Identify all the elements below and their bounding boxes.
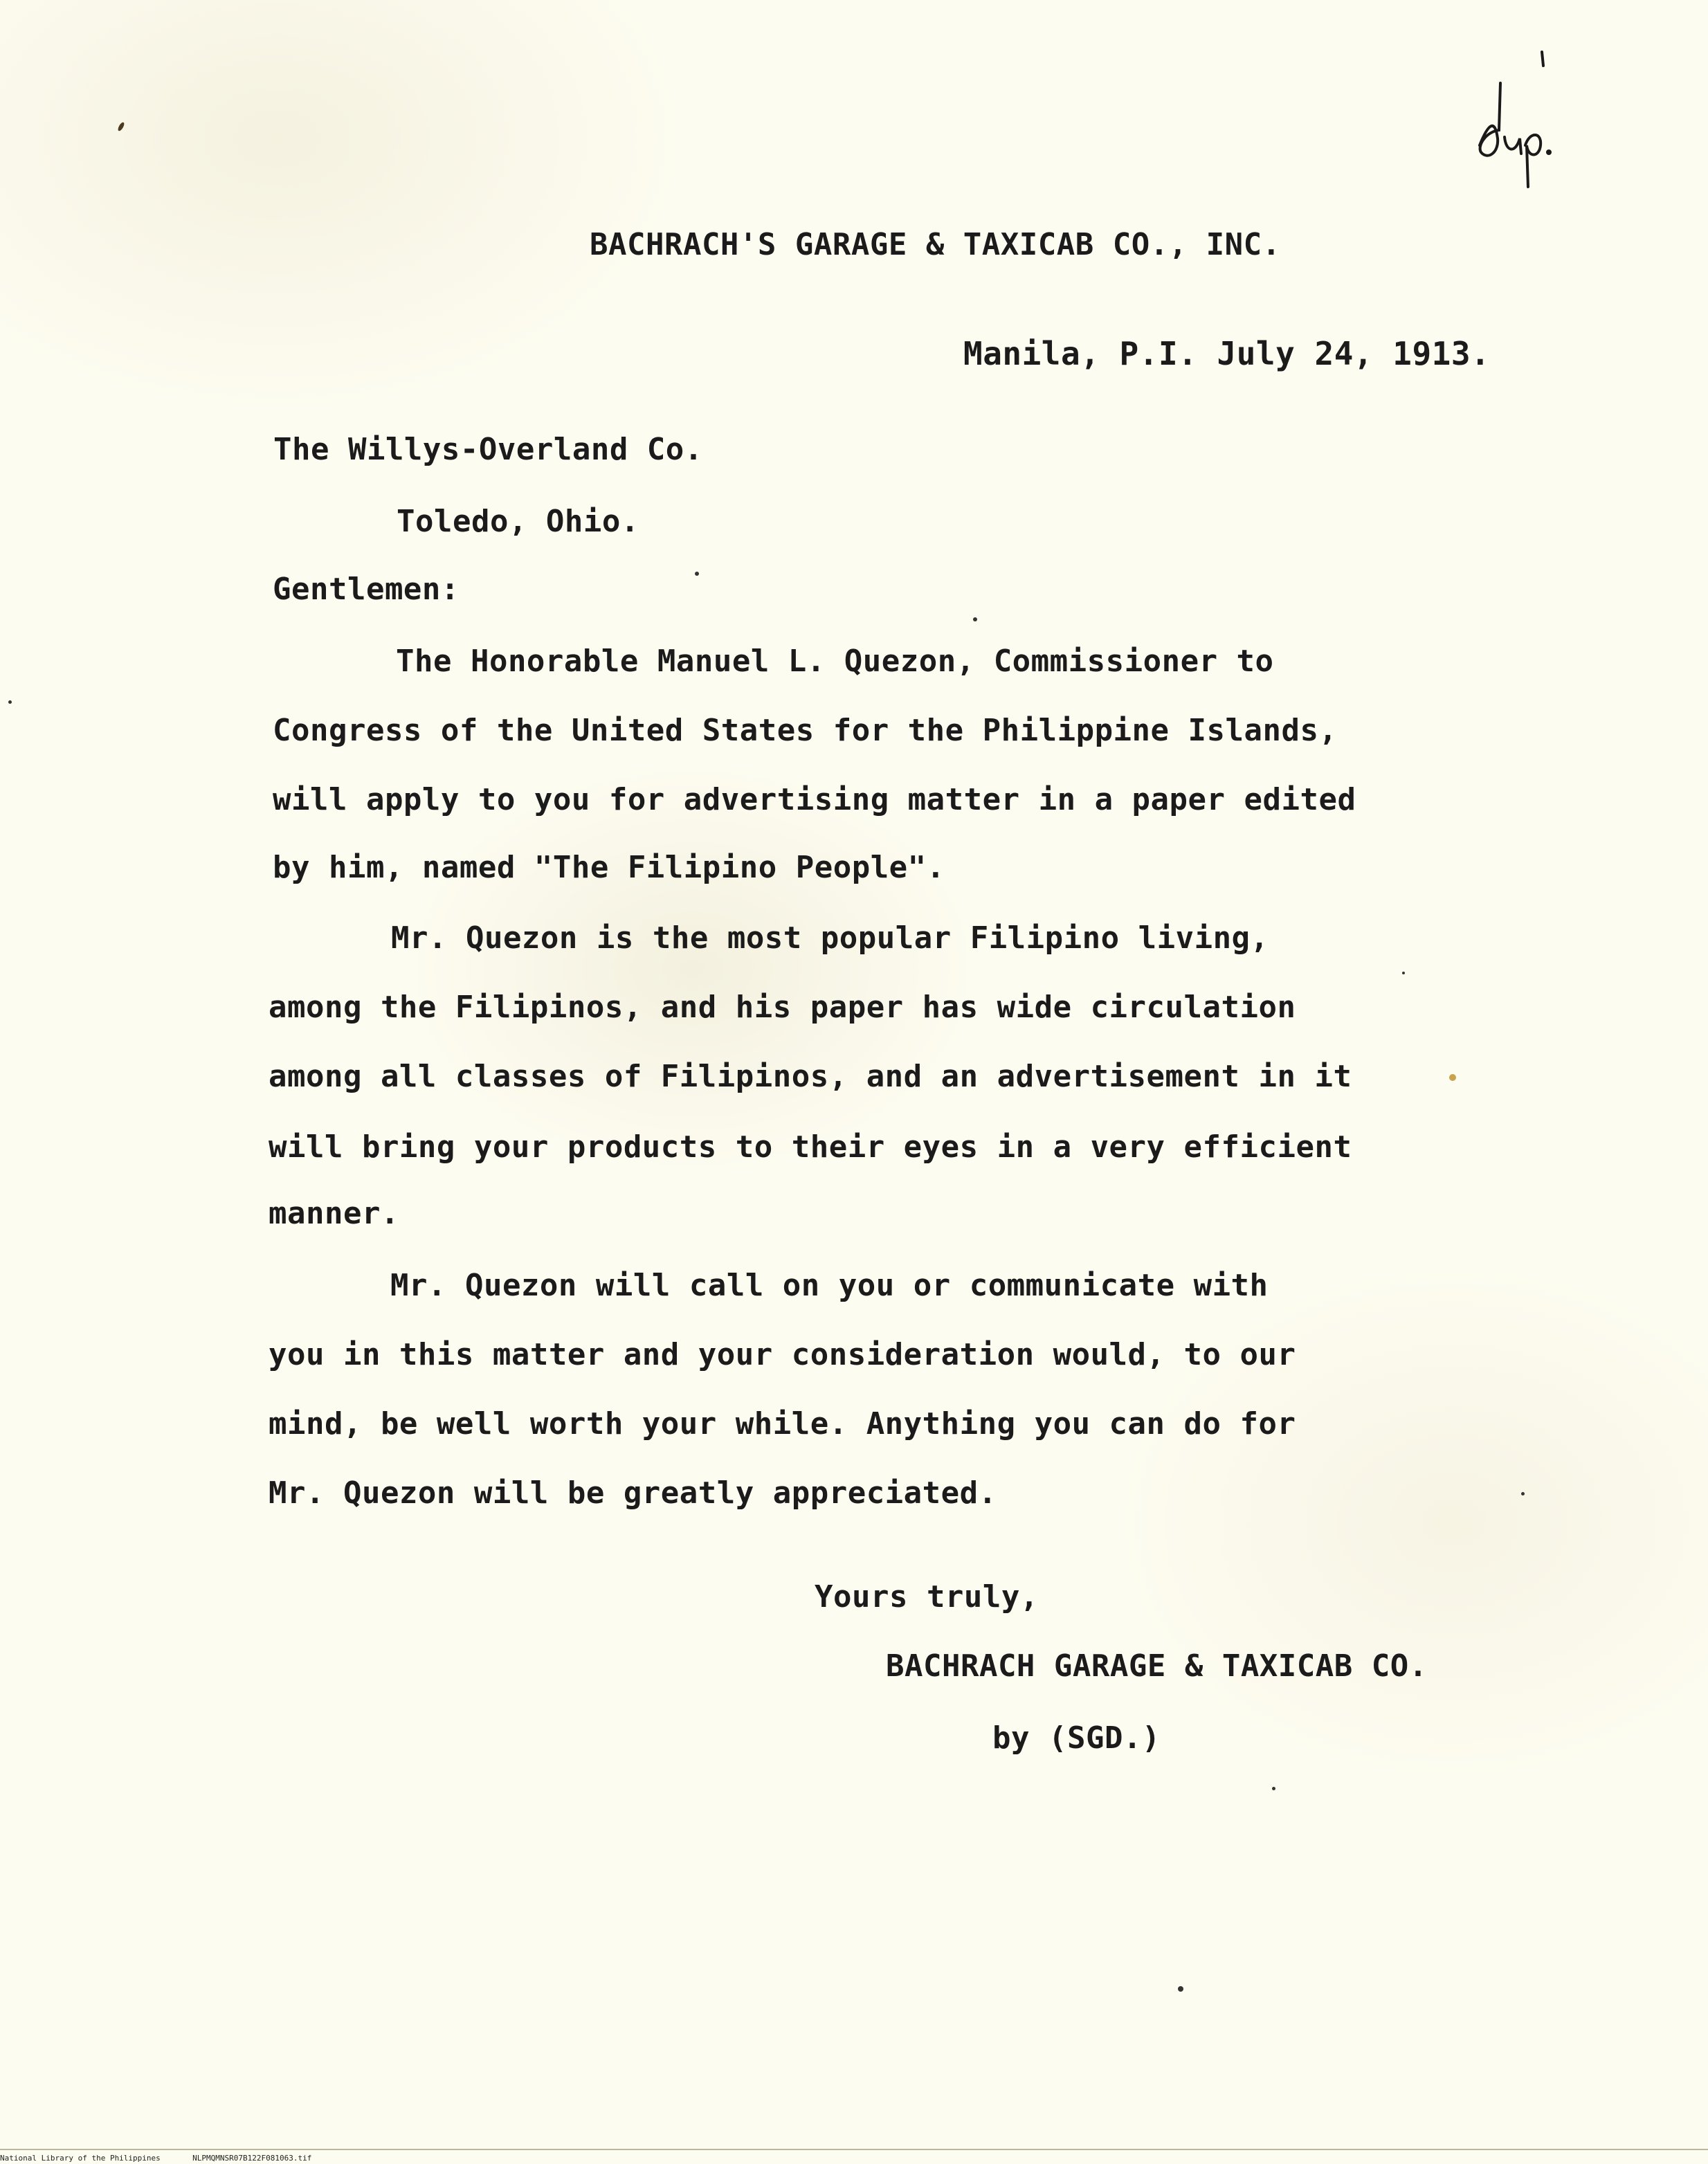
body-line: The Honorable Manuel L. Quezon, Commissioner to bbox=[396, 644, 1274, 679]
signature-company: BACHRACH GARAGE & TAXICAB CO. bbox=[886, 1648, 1428, 1684]
body-line: mind, be well worth your while. Anything you can do for bbox=[269, 1406, 1296, 1442]
paper-speck bbox=[695, 572, 699, 576]
recipient-name: The Willys-Overland Co. bbox=[273, 432, 703, 467]
paper-speck bbox=[1449, 1074, 1456, 1081]
paper-speck bbox=[1272, 1787, 1275, 1790]
scan-edge bbox=[0, 2149, 1708, 2150]
paper-speck bbox=[1178, 1986, 1183, 1992]
body-line: among all classes of Filipinos, and an advertisement in it bbox=[269, 1059, 1352, 1094]
body-line: Mr. Quezon will call on you or communicate with bbox=[390, 1268, 1269, 1303]
place-date: Manila, P.I. July 24, 1913. bbox=[963, 335, 1491, 372]
salutation: Gentlemen: bbox=[273, 572, 460, 607]
body-line: will apply to you for advertising matter in a paper edited bbox=[273, 782, 1356, 817]
closing: Yours truly, bbox=[815, 1579, 1039, 1615]
body-line: among the Filipinos, and his paper has wide circulation bbox=[269, 990, 1296, 1025]
scan-footer bbox=[0, 2154, 311, 2163]
body-line: you in this matter and your consideration would, to our bbox=[269, 1337, 1296, 1372]
body-line: Mr. Quezon will be greatly appreciated. bbox=[269, 1475, 997, 1511]
letterhead: BACHRACH'S GARAGE & TAXICAB CO., INC. bbox=[590, 227, 1281, 262]
file-id: NLPMQMNSR07B122F081063.tif bbox=[192, 2154, 312, 2163]
recipient-city: Toledo, Ohio. bbox=[397, 504, 639, 539]
paper-speck bbox=[8, 700, 12, 704]
body-line: Congress of the United States for the Philippine Islands, bbox=[273, 713, 1338, 748]
signature-by: by (SGD.) bbox=[992, 1720, 1161, 1756]
body-line: Mr. Quezon is the most popular Filipino living, bbox=[391, 920, 1269, 956]
paper-speck bbox=[1521, 1492, 1525, 1495]
body-line: manner. bbox=[269, 1196, 399, 1231]
paper-speck bbox=[973, 617, 977, 621]
body-line: will bring your products to their eyes in a very efficient bbox=[269, 1129, 1352, 1165]
handwritten-dup-mark bbox=[1467, 42, 1571, 194]
archive-label: National Library of the Philippines bbox=[0, 2154, 161, 2163]
paper-speck bbox=[1402, 972, 1405, 974]
body-line: by him, named "The Filipino People". bbox=[273, 850, 945, 885]
